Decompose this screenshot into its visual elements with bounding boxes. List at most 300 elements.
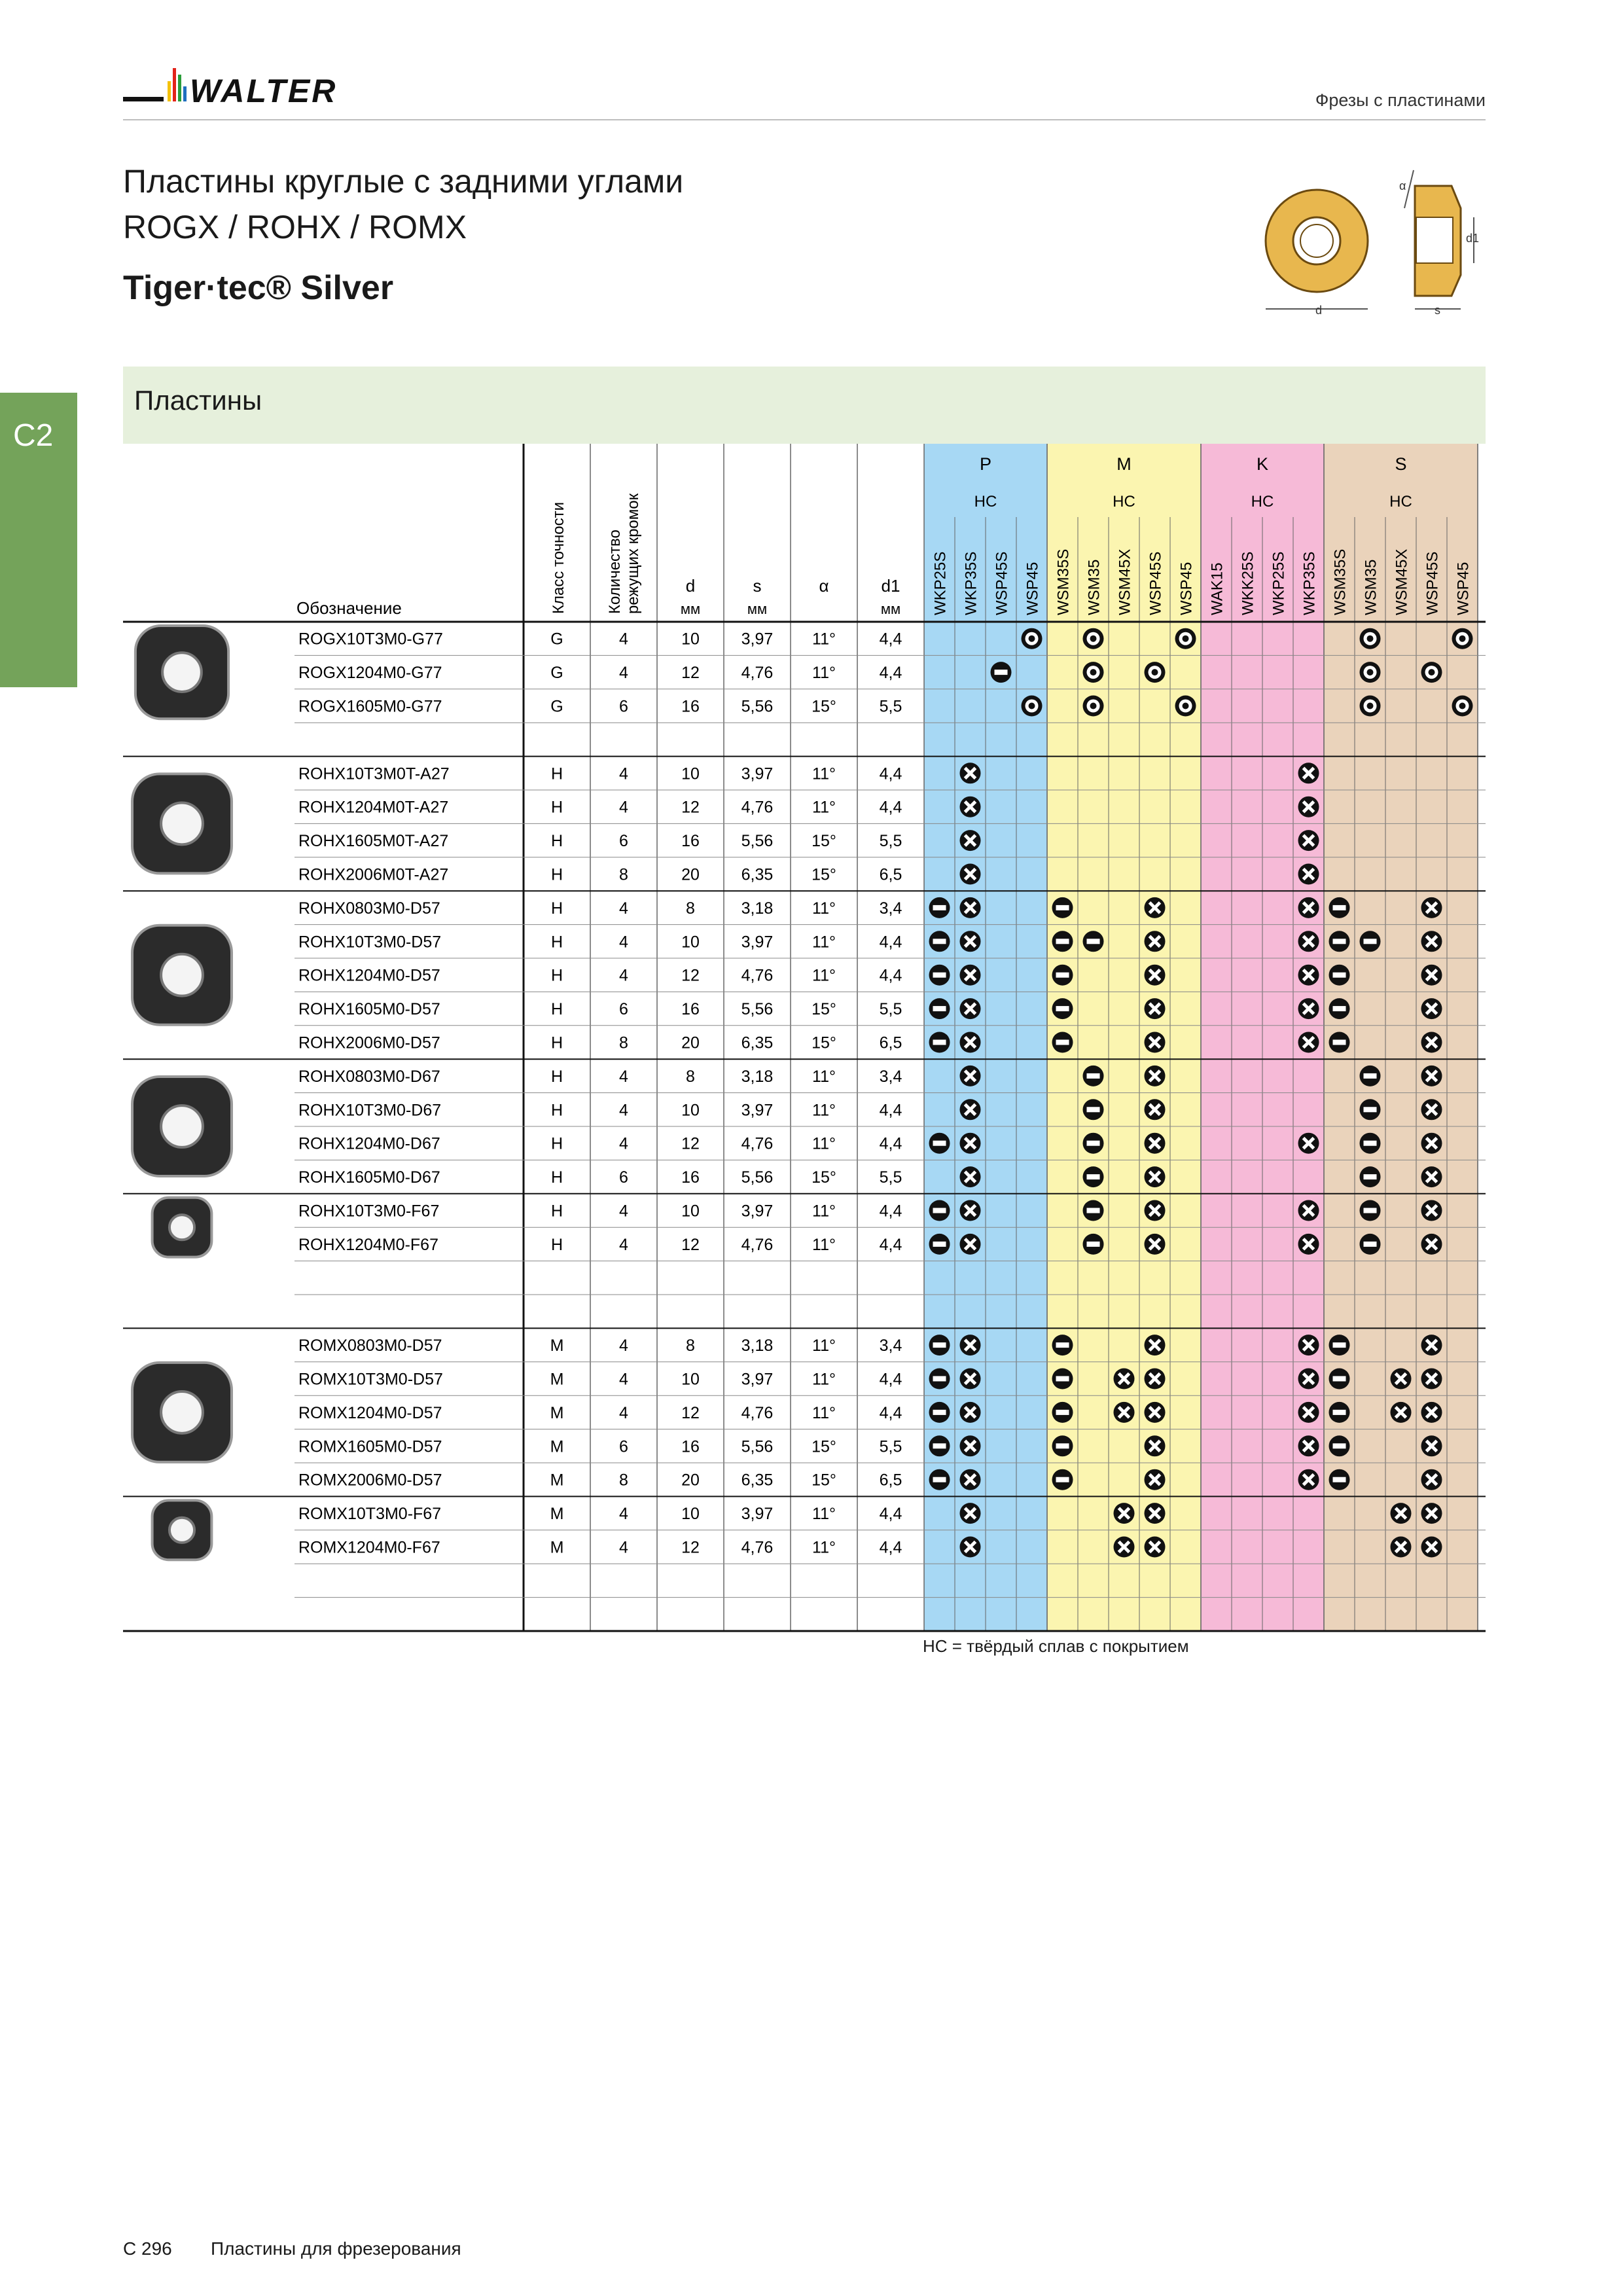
value-cell-edges: 6 [619, 697, 628, 716]
value-cell-s: 6,35 [741, 1471, 774, 1490]
value-cell-s: 4,76 [741, 664, 774, 683]
diagram-label-d: d [1315, 304, 1323, 317]
col-header-edges-2: режущих кромок [624, 493, 642, 614]
value-cell-edges: 4 [619, 933, 628, 952]
grade-label: WSM35S [1054, 548, 1073, 615]
mark-dot [1090, 636, 1097, 642]
value-cell-d: 16 [681, 832, 700, 851]
value-cell-d1: 4,4 [879, 966, 902, 985]
mark-dot [1183, 636, 1189, 642]
value-cell-edges: 4 [619, 1101, 628, 1120]
value-cell-d1: 4,4 [879, 1101, 902, 1120]
grade-label: WSP45 [1454, 562, 1472, 615]
group-label-P: P [979, 454, 992, 474]
value-cell-edges: 8 [619, 1033, 628, 1052]
value-cell-d1: 4,4 [879, 1202, 902, 1221]
mark-inner [1333, 1410, 1346, 1415]
value-cell-edges: 6 [619, 1437, 628, 1456]
mark-inner [933, 1410, 946, 1415]
mark-inner [1364, 1174, 1377, 1179]
designation-cell: ROHX2006M0T-A27 [298, 865, 449, 884]
mark-inner [1333, 939, 1346, 944]
mark-inner [1364, 1242, 1377, 1247]
designation-cell: ROGX1204M0-G77 [298, 664, 442, 683]
mark-inner [1087, 1141, 1100, 1146]
mark-inner [1087, 1073, 1100, 1079]
designation-cell: ROHX1605M0T-A27 [298, 832, 449, 851]
insert-photo-hole [169, 1215, 194, 1240]
mark-dot [1029, 636, 1035, 642]
value-cell-a: 11° [812, 1067, 836, 1086]
value-cell-s: 6,35 [741, 1033, 774, 1052]
value-cell-d: 16 [681, 1437, 700, 1456]
brand-text: WALTER [190, 73, 338, 109]
designation-cell: ROHX1605M0-D67 [298, 1168, 440, 1187]
value-cell-d1: 4,4 [879, 1370, 902, 1389]
designation-cell: ROMX2006M0-D57 [298, 1471, 442, 1490]
mark-inner [1333, 1342, 1346, 1348]
value-cell-s: 3,97 [741, 630, 774, 649]
mark-dot [1029, 703, 1035, 709]
mark-dot [1090, 669, 1097, 675]
designation-cell: ROMX10T3M0-F67 [298, 1505, 442, 1524]
designation-cell: ROHX10T3M0-D57 [298, 933, 442, 952]
value-cell-tol: H [550, 1033, 563, 1052]
footer-title: Пластины для фрезерования [211, 2238, 461, 2259]
value-cell-tol: M [550, 1538, 564, 1557]
diagram-label-d1: d1 [1466, 232, 1480, 245]
value-cell-a: 11° [812, 798, 836, 817]
value-cell-d: 12 [681, 664, 700, 683]
value-cell-a: 11° [812, 1134, 836, 1153]
mark-inner [933, 1242, 946, 1247]
value-cell-a: 11° [812, 899, 836, 918]
value-cell-tol: H [550, 1067, 563, 1086]
mark-inner [1087, 1208, 1100, 1213]
mark-inner [1333, 905, 1346, 910]
insert-photo-hole [162, 653, 202, 692]
designation-cell: ROHX2006M0-D57 [298, 1033, 440, 1052]
col-header-unit: мм [680, 601, 701, 617]
value-cell-edges: 4 [619, 1538, 628, 1557]
value-cell-d1: 3,4 [879, 899, 902, 918]
mark-inner [933, 1006, 946, 1011]
value-cell-tol: H [550, 798, 563, 817]
value-cell-tol: M [550, 1437, 564, 1456]
value-cell-edges: 4 [619, 664, 628, 683]
mark-inner [1056, 1342, 1069, 1348]
value-cell-d1: 5,5 [879, 832, 902, 851]
designation-cell: ROHX10T3M0-F67 [298, 1202, 440, 1221]
mark-dot [1429, 669, 1435, 675]
col-header-d: d [685, 576, 696, 596]
mark-inner [1056, 1006, 1069, 1011]
value-cell-d: 8 [686, 899, 695, 918]
mark-dot [1459, 703, 1466, 709]
value-cell-s: 5,56 [741, 1000, 774, 1019]
mark-inner [1333, 1443, 1346, 1448]
mark-inner [933, 1376, 946, 1382]
value-cell-edges: 4 [619, 1403, 628, 1422]
value-cell-edges: 4 [619, 966, 628, 985]
value-cell-a: 11° [812, 1235, 836, 1254]
mark-inner [1333, 1006, 1346, 1011]
value-cell-d: 12 [681, 1538, 700, 1557]
value-cell-a: 11° [812, 1336, 836, 1355]
value-cell-a: 11° [812, 1505, 836, 1524]
group-sub-M: HC [1113, 493, 1135, 511]
value-cell-s: 3,97 [741, 1370, 774, 1389]
insert-photo-hole [161, 954, 203, 996]
mark-dot [1367, 703, 1374, 709]
value-cell-s: 5,56 [741, 1437, 774, 1456]
col-header-unit: мм [880, 601, 901, 617]
grade-label: WSM45X [1393, 548, 1411, 615]
value-cell-d: 8 [686, 1067, 695, 1086]
value-cell-a: 11° [812, 630, 836, 649]
value-cell-d1: 4,4 [879, 1505, 902, 1524]
value-cell-d: 16 [681, 1168, 700, 1187]
diagram-label-alpha: α [1399, 179, 1406, 192]
mark-inner [933, 905, 946, 910]
value-cell-d: 10 [681, 764, 700, 783]
col-header-unit: мм [747, 601, 768, 617]
designation-cell: ROMX0803M0-D57 [298, 1336, 442, 1355]
value-cell-s: 4,76 [741, 1403, 774, 1422]
value-cell-tol: H [550, 1101, 563, 1120]
mark-inner [1087, 1107, 1100, 1112]
mark-inner [1056, 905, 1069, 910]
mark-dot [1367, 669, 1374, 675]
value-cell-tol: H [550, 1134, 563, 1153]
walter-logo [123, 63, 398, 115]
mark-inner [995, 670, 1008, 675]
mark-inner [1087, 939, 1100, 944]
value-cell-edges: 8 [619, 1471, 628, 1490]
grade-label: WAK15 [1208, 562, 1226, 615]
hc-footnote: HC = твёрдый сплав с покрытием [923, 1636, 1189, 1656]
grade-label: WSM35 [1085, 559, 1103, 615]
mark-inner [1333, 1040, 1346, 1045]
value-cell-edges: 8 [619, 865, 628, 884]
mark-inner [933, 1208, 946, 1213]
value-cell-d1: 5,5 [879, 1000, 902, 1019]
mark-inner [1056, 973, 1069, 978]
group-sub-P: HC [974, 493, 997, 511]
designation-cell: ROHX10T3M0T-A27 [298, 764, 450, 783]
value-cell-s: 3,97 [741, 1202, 774, 1221]
value-cell-d1: 4,4 [879, 933, 902, 952]
value-cell-edges: 4 [619, 899, 628, 918]
grade-label: WKK25S [1239, 551, 1257, 615]
col-header-s: s [753, 576, 762, 596]
value-cell-d1: 4,4 [879, 1403, 902, 1422]
grade-label: WSM35S [1331, 548, 1349, 615]
mark-inner [1056, 1040, 1069, 1045]
value-cell-d1: 5,5 [879, 1437, 902, 1456]
value-cell-d: 10 [681, 630, 700, 649]
section-title: Фрезы с пластинами [1315, 90, 1486, 110]
value-cell-s: 3,97 [741, 933, 774, 952]
value-cell-edges: 4 [619, 630, 628, 649]
value-cell-d1: 5,5 [879, 1168, 902, 1187]
value-cell-s: 3,18 [741, 899, 774, 918]
mark-inner [1333, 1376, 1346, 1382]
mark-inner [1087, 1174, 1100, 1179]
group-label-K: K [1256, 454, 1269, 474]
mark-inner [1087, 1242, 1100, 1247]
value-cell-d1: 4,4 [879, 798, 902, 817]
group-sub-S: HC [1389, 493, 1412, 511]
mark-dot [1183, 703, 1189, 709]
designation-cell: ROMX1605M0-D57 [298, 1437, 442, 1456]
insert-dimension-diagram [1257, 157, 1492, 321]
value-cell-d1: 4,4 [879, 630, 902, 649]
value-cell-tol: H [550, 1168, 563, 1187]
designation-cell: ROMX10T3M0-D57 [298, 1370, 443, 1389]
value-cell-d: 10 [681, 1101, 700, 1120]
value-cell-d1: 3,4 [879, 1067, 902, 1086]
value-cell-edges: 4 [619, 1235, 628, 1254]
mark-dot [1152, 669, 1158, 675]
value-cell-d1: 4,4 [879, 1235, 902, 1254]
value-cell-edges: 4 [619, 1134, 628, 1153]
value-cell-s: 4,76 [741, 1235, 774, 1254]
value-cell-a: 11° [812, 1202, 836, 1221]
value-cell-d1: 5,5 [879, 697, 902, 716]
mark-dot [1367, 636, 1374, 642]
inserts-table [123, 444, 1486, 1635]
value-cell-d1: 6,5 [879, 1033, 902, 1052]
value-cell-a: 11° [812, 664, 836, 683]
value-cell-d: 12 [681, 1235, 700, 1254]
value-cell-d: 10 [681, 1505, 700, 1524]
grade-label: WSM35 [1362, 559, 1380, 615]
header-rule [123, 119, 1486, 120]
value-cell-tol: H [550, 966, 563, 985]
value-cell-d1: 4,4 [879, 1538, 902, 1557]
value-cell-tol: M [550, 1471, 564, 1490]
mark-inner [1364, 1107, 1377, 1112]
mark-inner [933, 1443, 946, 1448]
value-cell-tol: H [550, 832, 563, 851]
value-cell-tol: G [550, 697, 563, 716]
value-cell-d: 16 [681, 1000, 700, 1019]
chapter-tab-label: C2 [13, 418, 54, 453]
mark-inner [1056, 1477, 1069, 1482]
value-cell-s: 5,56 [741, 832, 774, 851]
value-cell-tol: G [550, 630, 563, 649]
value-cell-a: 15° [812, 832, 836, 851]
grade-label: WSP45S [1423, 551, 1442, 615]
mark-inner [933, 973, 946, 978]
value-cell-a: 11° [812, 1101, 836, 1120]
value-cell-d: 10 [681, 1370, 700, 1389]
value-cell-s: 3,97 [741, 764, 774, 783]
value-cell-edges: 4 [619, 1370, 628, 1389]
value-cell-tol: H [550, 1202, 563, 1221]
value-cell-a: 15° [812, 865, 836, 884]
value-cell-tol: G [550, 664, 563, 683]
grade-label: WKP35S [962, 551, 980, 615]
grade-label: WKP25S [931, 551, 950, 615]
designation-cell: ROHX0803M0-D57 [298, 899, 440, 918]
value-cell-a: 11° [812, 1370, 836, 1389]
value-cell-a: 11° [812, 1403, 836, 1422]
mark-inner [1333, 1477, 1346, 1482]
value-cell-edges: 4 [619, 1336, 628, 1355]
section-band [123, 367, 1486, 444]
value-cell-tol: H [550, 933, 563, 952]
value-cell-d: 16 [681, 697, 700, 716]
value-cell-d: 12 [681, 966, 700, 985]
value-cell-a: 15° [812, 697, 836, 716]
designation-cell: ROGX1605M0-G77 [298, 697, 442, 716]
value-cell-d1: 6,5 [879, 1471, 902, 1490]
value-cell-edges: 6 [619, 1168, 628, 1187]
value-cell-d: 20 [681, 1033, 700, 1052]
value-cell-edges: 6 [619, 832, 628, 851]
insert-photo-hole [161, 802, 203, 844]
value-cell-d1: 4,4 [879, 664, 902, 683]
col-header-designation: Обозначение [296, 598, 402, 618]
section-band-label: Пластины [134, 385, 262, 416]
mark-inner [1364, 1073, 1377, 1079]
mark-dot [1459, 636, 1466, 642]
value-cell-d1: 4,4 [879, 764, 902, 783]
value-cell-s: 3,97 [741, 1505, 774, 1524]
value-cell-d: 10 [681, 1202, 700, 1221]
insert-photo-hole [161, 1391, 203, 1433]
diagram-label-s: s [1435, 304, 1440, 317]
grade-label: WSP45S [993, 551, 1011, 615]
insert-photo-hole [161, 1105, 203, 1147]
mark-inner [1056, 1443, 1069, 1448]
page-subtitle: ROGX / ROHX / ROMX [123, 209, 467, 245]
value-cell-edges: 4 [619, 1202, 628, 1221]
value-cell-edges: 4 [619, 764, 628, 783]
product-name: Tiger·tec® Silver [123, 269, 394, 307]
mark-inner [933, 1477, 946, 1482]
value-cell-d1: 3,4 [879, 1336, 902, 1355]
value-cell-s: 3,97 [741, 1101, 774, 1120]
value-cell-tol: H [550, 899, 563, 918]
value-cell-edges: 4 [619, 1067, 628, 1086]
col-header-d1: d1 [881, 576, 901, 596]
mark-dot [1090, 703, 1097, 709]
col-header-edges-1: Количество [606, 529, 624, 614]
designation-cell: ROHX0803M0-D67 [298, 1067, 440, 1086]
grade-label: WSP45 [1024, 562, 1042, 615]
value-cell-d: 12 [681, 1403, 700, 1422]
value-cell-a: 15° [812, 1471, 836, 1490]
value-cell-edges: 6 [619, 1000, 628, 1019]
value-cell-d: 20 [681, 1471, 700, 1490]
page-title: Пластины круглые с задними углами [123, 163, 684, 200]
mark-inner [1364, 1141, 1377, 1146]
value-cell-d: 12 [681, 1134, 700, 1153]
mark-inner [933, 1342, 946, 1348]
mark-inner [1333, 973, 1346, 978]
mark-inner [933, 1141, 946, 1146]
designation-cell: ROMX1204M0-D57 [298, 1403, 442, 1422]
mark-inner [1364, 1208, 1377, 1213]
designation-cell: ROHX1204M0T-A27 [298, 798, 449, 817]
mark-inner [1364, 939, 1377, 944]
value-cell-a: 15° [812, 1033, 836, 1052]
value-cell-tol: M [550, 1370, 564, 1389]
value-cell-a: 11° [812, 966, 836, 985]
value-cell-s: 4,76 [741, 966, 774, 985]
value-cell-edges: 4 [619, 798, 628, 817]
value-cell-edges: 4 [619, 1505, 628, 1524]
value-cell-d1: 4,4 [879, 1134, 902, 1153]
value-cell-a: 15° [812, 1168, 836, 1187]
value-cell-s: 4,76 [741, 1538, 774, 1557]
value-cell-tol: M [550, 1505, 564, 1524]
value-cell-d: 10 [681, 933, 700, 952]
grade-label: WSP45S [1147, 551, 1165, 615]
designation-cell: ROHX1605M0-D57 [298, 1000, 440, 1019]
value-cell-tol: H [550, 764, 563, 783]
group-label-S: S [1395, 454, 1407, 474]
page-number: C 296 [123, 2238, 172, 2259]
mark-inner [1056, 1410, 1069, 1415]
mark-inner [933, 939, 946, 944]
designation-cell: ROGX10T3M0-G77 [298, 630, 443, 649]
designation-cell: ROHX1204M0-D57 [298, 966, 440, 985]
grade-label: WKP35S [1300, 551, 1319, 615]
value-cell-s: 5,56 [741, 697, 774, 716]
value-cell-d: 8 [686, 1336, 695, 1355]
col-header-tolerance: Класс точности [550, 501, 567, 614]
mark-inner [1056, 939, 1069, 944]
value-cell-d: 12 [681, 798, 700, 817]
value-cell-a: 15° [812, 1437, 836, 1456]
group-label-M: M [1116, 454, 1132, 474]
value-cell-a: 11° [812, 764, 836, 783]
value-cell-tol: H [550, 1235, 563, 1254]
value-cell-s: 3,18 [741, 1336, 774, 1355]
value-cell-s: 4,76 [741, 798, 774, 817]
value-cell-a: 11° [812, 933, 836, 952]
group-sub-K: HC [1251, 493, 1274, 511]
col-header-alpha: α [819, 576, 829, 596]
grade-label: WSM45X [1116, 548, 1134, 615]
mark-inner [1056, 1376, 1069, 1382]
value-cell-s: 5,56 [741, 1168, 774, 1187]
insert-photo-hole [169, 1518, 194, 1543]
designation-cell: ROHX1204M0-F67 [298, 1235, 438, 1254]
value-cell-tol: H [550, 1000, 563, 1019]
value-cell-s: 6,35 [741, 865, 774, 884]
grade-label: WKP25S [1270, 551, 1288, 615]
value-cell-tol: M [550, 1336, 564, 1355]
value-cell-tol: M [550, 1403, 564, 1422]
designation-cell: ROMX1204M0-F67 [298, 1538, 440, 1557]
value-cell-d: 20 [681, 865, 700, 884]
designation-cell: ROHX1204M0-D67 [298, 1134, 440, 1153]
value-cell-s: 3,18 [741, 1067, 774, 1086]
value-cell-a: 15° [812, 1000, 836, 1019]
value-cell-d1: 6,5 [879, 865, 902, 884]
designation-cell: ROHX10T3M0-D67 [298, 1101, 442, 1120]
mark-inner [933, 1040, 946, 1045]
value-cell-a: 11° [812, 1538, 836, 1557]
value-cell-s: 4,76 [741, 1134, 774, 1153]
value-cell-tol: H [550, 865, 563, 884]
grade-label: WSP45 [1177, 562, 1196, 615]
